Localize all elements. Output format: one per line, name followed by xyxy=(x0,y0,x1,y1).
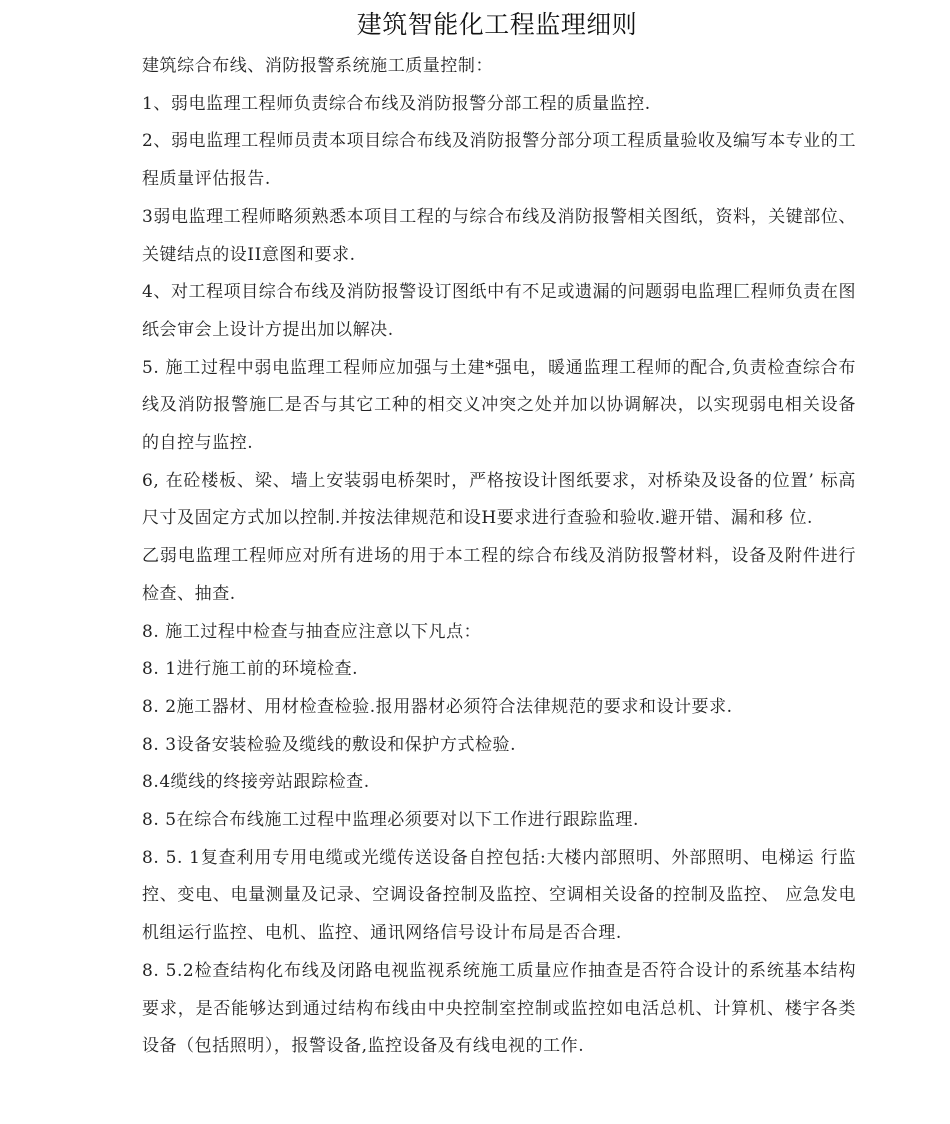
paragraph-8-4: 8.4缆线的终接旁站跟踪检查. xyxy=(142,772,370,793)
document-title: 建筑智能化工程监理细则 xyxy=(356,10,638,39)
paragraph-intro: 建筑综合布线、消防报警系统施工质量控制： xyxy=(142,56,493,76)
paragraph-3: 3弱电监理工程师略须熟悉本项目工程的与综合布线及消防报警相关图纸，资料，关键部位、关键结点的设II意图和要求. xyxy=(142,206,856,265)
paragraph-7: 乙弱电监理工程师应对所有进场的用于本工程的综合布线及消防报警材料，设备及附件进行检查、抽查. xyxy=(142,546,856,604)
paragraph-4: 4、对工程项目综合布线及消防报警设订图纸中有不足或遗漏的问题弱电监理匚程师负责在图纸会审会上设计方提出加以解决. xyxy=(142,282,856,340)
paragraph-8-5-2: 8. 5.2检查结构化布线及闭路电视监视系统施工质量应作抽查是否符合设计的系统基本结构要求，是否能够达到通过结构布线由中央控制室控制或监控如电活总机、计算机、楼宇各类设备（包括照明），报警设备,监控设备及有线电视的工作. xyxy=(142,960,856,1057)
paragraph-8-3: 8. 3设备安装检验及缆线的敷设和保护方式检验. xyxy=(142,734,517,755)
paragraph-6: 6, 在砼楼板、梁、墙上安装弱电桥架时，严格按设计图纸要求，对桥染及设备的位置’ 标高尺寸及固定方式加以控制.并按法律规范和设H要求进行查验和验收.避开错、漏和移 位. xyxy=(142,470,856,529)
paragraph-8-5: 8. 5在综合布线施工过程中监理必须要对以下工作进行跟踪监理. xyxy=(142,810,639,831)
paragraph-2: 2、弱电监理工程师员责本项目综合布线及消防报警分部分项工程质量验收及编写本专业的工程质量评估报告. xyxy=(142,131,856,190)
document-body xyxy=(142,48,856,1066)
paragraph-8-1: 8. 1进行施工前的环境检查. xyxy=(142,659,359,680)
paragraph-1: 1、弱电监理工程师负责综合布线及消防报警分部工程的质量监控. xyxy=(142,93,651,114)
paragraph-8: 8. 施工过程中检查与抽查应注意以下凡点： xyxy=(142,621,482,642)
paragraph-8-2: 8. 2施工器材、用材检查检验.报用器材必须符合法律规范的要求和设计要求. xyxy=(142,696,733,717)
paragraph-5: 5. 施工过程中弱电监理工程师应加强与土建*强电，暖通监理工程师的配合,负责检查综合布线及消防报警施匚是否与其它工种的相交义冲突之处并加以协调解决，以实现弱电相关设备的自控与监控. xyxy=(142,357,856,454)
paragraph-8-5-1: 8. 5. 1复查利用专用电缆或光缆传送设备自控包括:大楼内部照明、外部照明、电梯运 行监控、变电、电量测量及记录、空调设备控制及监控、空调相关设备的控制及监控、 应急发电机组运行监控、电机、监控、通讯网络信号设计布局是否合理. xyxy=(142,847,856,944)
